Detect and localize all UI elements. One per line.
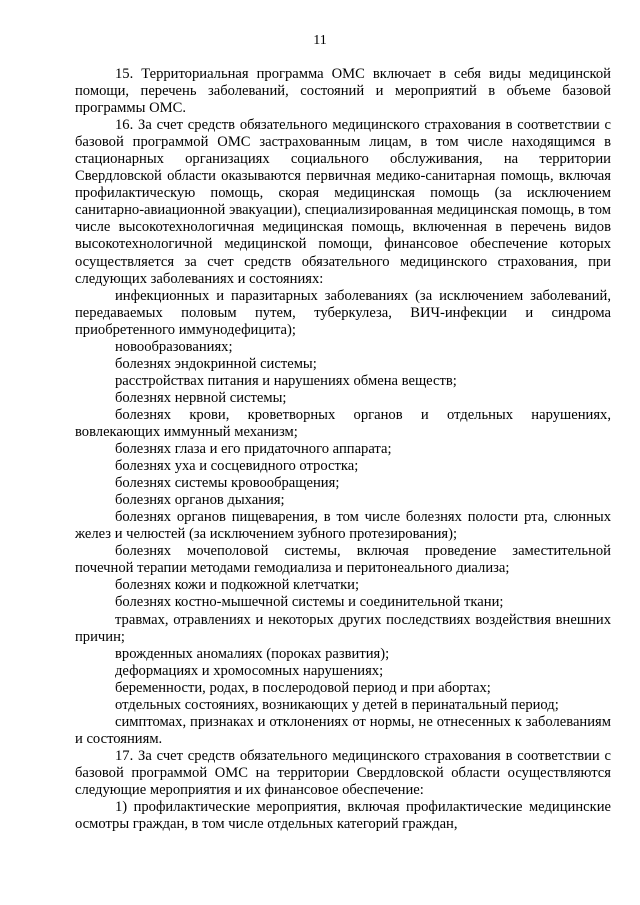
list-item-neoplasms: новообразованиях; bbox=[115, 338, 233, 355]
list-item-digestive: болезнях органов пищеварения, в том числе болезнях полости рта, слюнных желез и челюстей (за исключением зубного протезирования); bbox=[75, 509, 611, 543]
list-item-eye: болезнях глаза и его придаточного аппарата; bbox=[115, 441, 392, 458]
list-item-ear: болезнях уха и сосцевидного отростка; bbox=[115, 458, 359, 475]
list-item-circulatory: болезнях системы кровообращения; bbox=[115, 475, 340, 492]
list-item-nervous-system: болезнях нервной системы; bbox=[115, 389, 287, 406]
list-item-blood-immune: болезнях крови, кроветворных органов и отдельных нарушениях, вовлекающих иммунный механизм; bbox=[75, 406, 611, 440]
list-item-musculoskeletal: болезнях костно-мышечной системы и соединительной ткани; bbox=[115, 594, 504, 611]
list-item-endocrine: болезнях эндокринной системы; bbox=[115, 355, 317, 372]
list-item-perinatal: отдельных состояниях, возникающих у детей в перинатальный период; bbox=[115, 696, 559, 713]
list-item-nutrition-metabolism: расстройствах питания и нарушениях обмена веществ; bbox=[115, 372, 457, 389]
list-item-respiratory: болезнях органов дыхания; bbox=[115, 492, 285, 509]
page-number: 11 bbox=[313, 33, 327, 48]
list-item-infectious-diseases: инфекционных и паразитарных заболеваниях (за исключением заболеваний, передаваемых половым путем, туберкулеза, ВИЧ-инфекции и синдрома приобретенного иммунодефицита); bbox=[75, 287, 611, 338]
list-item-chromosomal: деформациях и хромосомных нарушениях; bbox=[115, 662, 384, 679]
list-item-injuries: травмах, отравлениях и некоторых других последствиях воздействия внешних причин; bbox=[75, 611, 611, 645]
paragraph-16-oms-funding: 16. За счет средств обязательного медицинского страхования в соответствии с базовой программой ОМС застрахованным лицам, в том числе находящимся в стационарных организациях социального обслуживания, на территории Свердловской области оказываются первичная медико-санитарная помощь, включая профилактическую помощь, скорая медицинская помощь (за исключением санитарно-авиационной эвакуации), специализированная медицинская помощь, в том числе высокотехнологичная медицинская помощь, включенная в перечень видов высокотехнологичной медицинской помощи, финансовое обеспечение которых осуществляется за счет средств обязательного медицинского страхования, при следующих заболеваниях и состояниях: bbox=[75, 117, 611, 287]
list-item-congenital: врожденных аномалиях (пороках развития); bbox=[115, 645, 390, 662]
list-item-genitourinary: болезнях мочеполовой системы, включая проведение заместительной почечной терапии методами гемодиализа и перитонеального диализа; bbox=[75, 543, 611, 577]
document-body bbox=[75, 66, 611, 833]
list-item-preventive-measures: 1) профилактические мероприятия, включая профилактические медицинские осмотры граждан, в том числе отдельных категорий граждан, bbox=[75, 799, 611, 833]
list-item-symptoms: симптомах, признаках и отклонениях от нормы, не отнесенных к заболеваниям и состояниям. bbox=[75, 713, 611, 747]
list-item-pregnancy: беременности, родах, в послеродовой период и при абортах; bbox=[115, 679, 491, 696]
list-item-skin: болезнях кожи и подкожной клетчатки; bbox=[115, 577, 360, 594]
paragraph-15-program-scope: 15. Территориальная программа ОМС включает в себя виды медицинской помощи, перечень заболеваний, состояний и мероприятий в объеме базовой программы ОМС. bbox=[75, 66, 611, 117]
paragraph-17-activities: 17. За счет средств обязательного медицинского страхования в соответствии с базовой программой ОМС на территории Свердловской области осуществляются следующие мероприятия и их финансовое обеспечение: bbox=[75, 747, 611, 798]
